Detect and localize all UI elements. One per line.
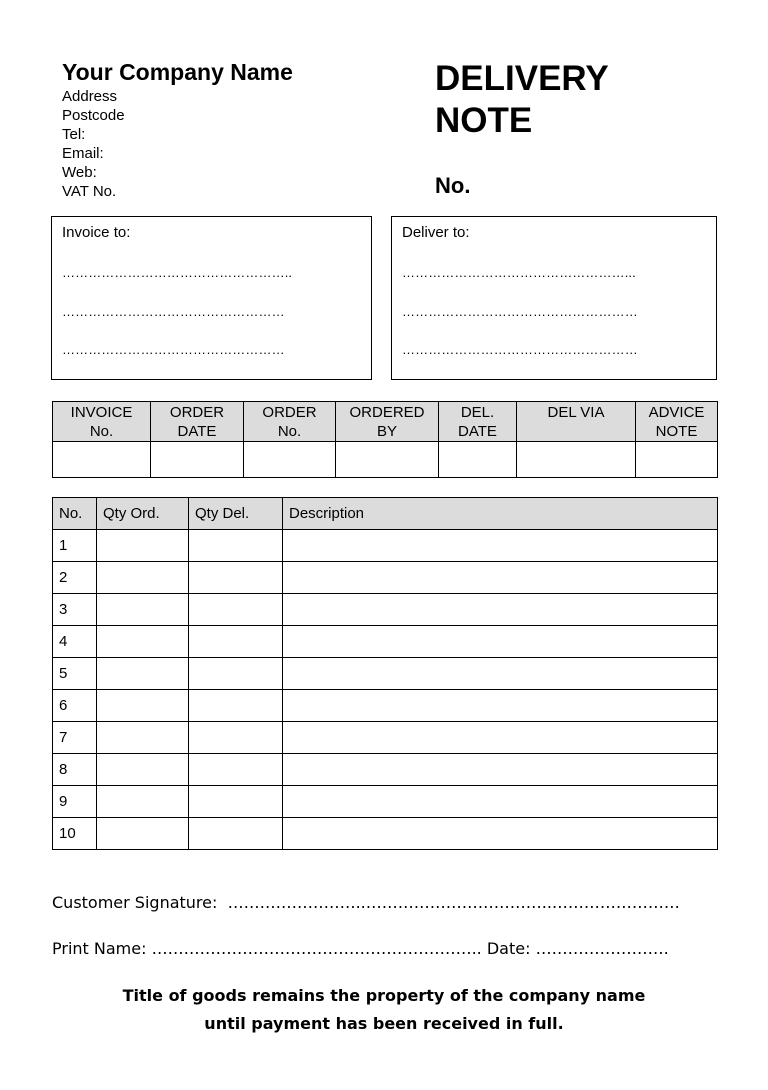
header-qty-del: Qty Del. — [189, 498, 283, 530]
table-row — [53, 594, 718, 626]
row-number: 2 — [53, 562, 97, 594]
qty-ord-cell[interactable] — [97, 626, 189, 658]
customer-signature-label: Customer Signature: — [52, 893, 218, 912]
table-row — [53, 754, 718, 786]
qty-del-cell[interactable] — [189, 530, 283, 562]
row-number: 8 — [53, 754, 97, 786]
print-name-line — [52, 939, 669, 959]
terms-note-line2: until payment has been received in full. — [204, 1014, 564, 1033]
description-cell[interactable] — [283, 754, 718, 786]
row-number: 7 — [53, 722, 97, 754]
row-number: 10 — [53, 818, 97, 850]
header-order-no: ORDER No. — [244, 402, 336, 442]
description-cell[interactable] — [283, 786, 718, 818]
invoice-no-cell[interactable] — [53, 442, 151, 478]
header-ordered-by: ORDERED BY — [336, 402, 439, 442]
company-address: Address — [62, 88, 118, 105]
customer-signature-line — [52, 893, 680, 913]
description-cell[interactable] — [283, 530, 718, 562]
row-number: 5 — [53, 658, 97, 690]
qty-del-cell[interactable] — [189, 722, 283, 754]
deliver-to-line-2[interactable]: ……………………………………………… — [402, 304, 638, 319]
order-info-entry-row — [53, 442, 718, 478]
qty-del-cell[interactable] — [189, 594, 283, 626]
date-field[interactable]: ……………………. — [535, 939, 669, 958]
company-name: Your Company Name — [62, 59, 293, 85]
order-no-cell[interactable] — [244, 442, 336, 478]
description-cell[interactable] — [283, 626, 718, 658]
ordered-by-cell[interactable] — [336, 442, 439, 478]
company-vat: VAT No. — [62, 183, 117, 200]
print-name-label: Print Name: — [52, 939, 147, 958]
qty-ord-cell[interactable] — [97, 786, 189, 818]
invoice-to-line-1[interactable]: …………………………………………….. — [62, 265, 293, 280]
qty-ord-cell[interactable] — [97, 658, 189, 690]
table-row — [53, 818, 718, 850]
header-del-date: DEL. DATE — [439, 402, 517, 442]
document-title-line2: NOTE — [435, 101, 533, 140]
deliver-to-line-3[interactable]: ……………………………………………… — [402, 342, 638, 357]
advice-note-cell[interactable] — [636, 442, 718, 478]
order-info-table — [52, 401, 718, 478]
qty-ord-cell[interactable] — [97, 690, 189, 722]
qty-ord-cell[interactable] — [97, 530, 189, 562]
qty-ord-cell[interactable] — [97, 818, 189, 850]
row-number: 4 — [53, 626, 97, 658]
company-web: Web: — [62, 164, 97, 181]
items-header-row — [53, 498, 718, 530]
description-cell[interactable] — [283, 594, 718, 626]
document-title — [435, 58, 609, 142]
company-tel: Tel: — [62, 126, 86, 143]
description-cell[interactable] — [283, 562, 718, 594]
row-number: 6 — [53, 690, 97, 722]
del-date-cell[interactable] — [439, 442, 517, 478]
items-table — [52, 497, 718, 850]
qty-del-cell[interactable] — [189, 562, 283, 594]
invoice-to-line-2[interactable]: …………………………………………… — [62, 304, 285, 319]
table-row — [53, 658, 718, 690]
header-qty-ord: Qty Ord. — [97, 498, 189, 530]
header-invoice-no: INVOICE No. — [53, 402, 151, 442]
print-name-field[interactable]: …………………………………………………….. — [151, 939, 482, 958]
qty-del-cell[interactable] — [189, 658, 283, 690]
del-via-cell[interactable] — [517, 442, 636, 478]
company-details — [62, 87, 125, 201]
description-cell[interactable] — [283, 722, 718, 754]
document-title-line1: DELIVERY — [435, 59, 609, 98]
deliver-to-label: Deliver to: — [402, 224, 470, 241]
description-cell[interactable] — [283, 818, 718, 850]
qty-del-cell[interactable] — [189, 690, 283, 722]
table-row — [53, 626, 718, 658]
qty-ord-cell[interactable] — [97, 594, 189, 626]
row-number: 1 — [53, 530, 97, 562]
deliver-to-line-1[interactable]: ……………………………………………... — [402, 265, 636, 280]
invoice-to-line-3[interactable]: …………………………………………… — [62, 342, 285, 357]
description-cell[interactable] — [283, 658, 718, 690]
qty-ord-cell[interactable] — [97, 562, 189, 594]
table-row — [53, 562, 718, 594]
qty-ord-cell[interactable] — [97, 754, 189, 786]
header-del-via: DEL VIA — [517, 402, 636, 442]
header-order-date: ORDER DATE — [151, 402, 244, 442]
table-row — [53, 530, 718, 562]
deliver-to-box[interactable] — [391, 216, 717, 380]
terms-note — [0, 982, 768, 1038]
document-number-label: No. — [435, 173, 471, 198]
company-postcode: Postcode — [62, 107, 125, 124]
invoice-to-box[interactable] — [51, 216, 372, 380]
customer-signature-field[interactable]: ……………………..……………………………..…………………… — [227, 893, 680, 912]
qty-del-cell[interactable] — [189, 818, 283, 850]
invoice-to-label: Invoice to: — [62, 224, 131, 241]
row-number: 9 — [53, 786, 97, 818]
qty-ord-cell[interactable] — [97, 722, 189, 754]
table-row — [53, 786, 718, 818]
qty-del-cell[interactable] — [189, 626, 283, 658]
header-no: No. — [53, 498, 97, 530]
description-cell[interactable] — [283, 690, 718, 722]
terms-note-line1: Title of goods remains the property of the company name — [122, 986, 646, 1005]
order-date-cell[interactable] — [151, 442, 244, 478]
row-number: 3 — [53, 594, 97, 626]
company-email: Email: — [62, 145, 104, 162]
date-label: Date: — [486, 939, 531, 958]
header-advice-note: ADVICE NOTE — [636, 402, 718, 442]
order-info-header-row — [53, 402, 718, 442]
qty-del-cell[interactable] — [189, 786, 283, 818]
header-description: Description — [283, 498, 718, 530]
table-row — [53, 690, 718, 722]
table-row — [53, 722, 718, 754]
qty-del-cell[interactable] — [189, 754, 283, 786]
